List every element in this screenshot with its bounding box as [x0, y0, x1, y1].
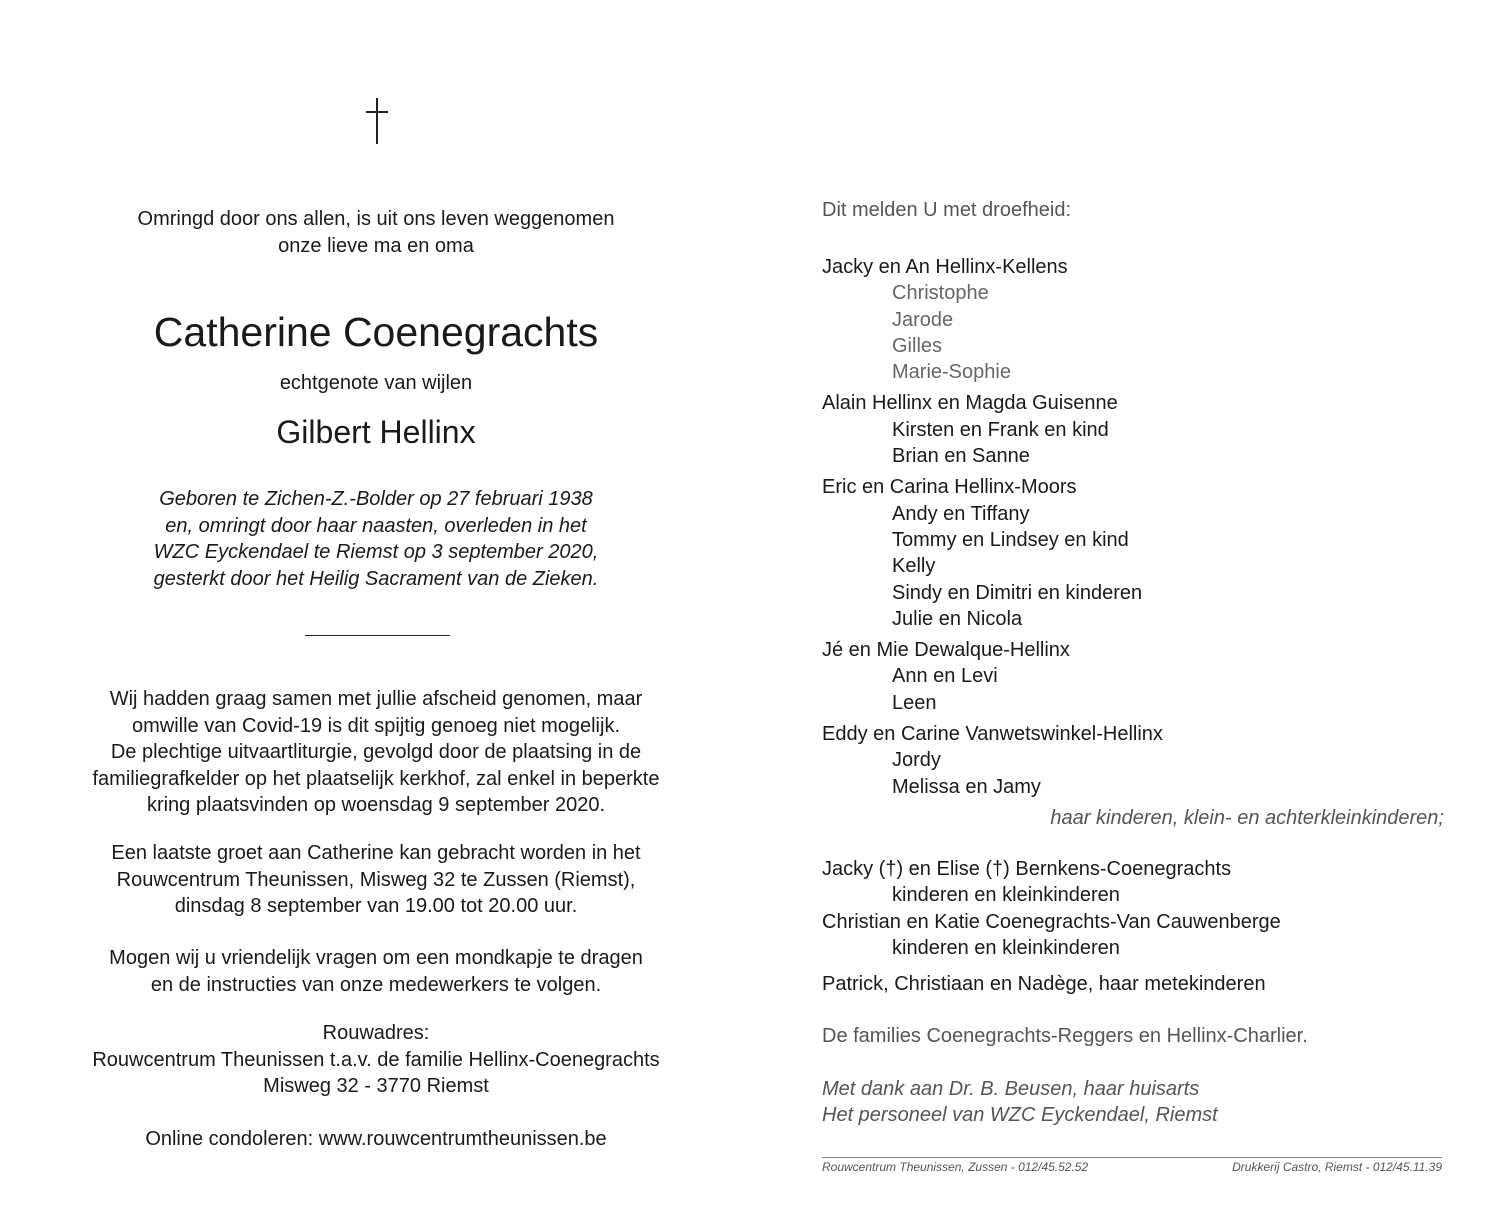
greeting-line: Een laatste groet aan Catherine kan gebracht worden in het — [111, 842, 641, 864]
relative-head: Jacky (†) en Elise (†) Bernkens-Coenegrachts — [822, 858, 1232, 880]
family-head: Eric en Carina Hellinx-Moors — [822, 476, 1077, 499]
thanks-line: Met dank aan Dr. B. Beusen, haar huisarts — [822, 1078, 1200, 1100]
online-condolence: Online condoleren: www.rouwcentrumtheunissen.be — [145, 1128, 607, 1150]
relative-head: Christian en Katie Coenegrachts-Van Cauwenberge — [822, 910, 1281, 933]
thanks-text — [822, 1076, 1218, 1129]
address-line: Rouwadres: — [322, 1022, 430, 1044]
family-child: Ann en Levi — [892, 665, 998, 688]
address-text — [66, 1020, 686, 1100]
family-head: Jacky en An Hellinx-Kellens — [822, 256, 1068, 278]
spouse-name: Gilbert Hellinx — [276, 414, 476, 450]
family-child: Andy en Tiffany — [892, 502, 1030, 525]
family-child: Gilles — [892, 334, 943, 357]
family-child: Kelly — [892, 555, 936, 578]
footer-funeral-home: Rouwcentrum Theunissen, Zussen - 012/45.52.52 — [822, 1160, 1089, 1174]
intro-line: onze lieve ma en oma — [278, 234, 474, 257]
funeral-line: familiegrafkelder op het plaatselijk kerkhof, zal enkel in beperkte — [92, 767, 660, 790]
relative-child: kinderen en kleinkinderen — [892, 884, 1120, 907]
family-child: Melissa en Jamy — [892, 775, 1041, 798]
funeral-line: De plechtige uitvaartliturgie, gevolgd door de plaatsing in de — [110, 741, 642, 763]
family-list — [822, 254, 1444, 805]
family-child: Julie en Nicola — [892, 607, 1023, 630]
funeral-line: Wij hadden graag samen met jullie afscheid genomen, maar — [109, 688, 643, 710]
family-group — [822, 721, 1444, 800]
announce-text: Dit melden U met droefheid: — [822, 199, 1072, 221]
family-head: Eddy en Carine Vanwetswinkel-Hellinx — [822, 723, 1163, 746]
family-head: Alain Hellinx en Magda Guisenne — [822, 392, 1118, 415]
godchildren-line: Patrick, Christiaan en Nadège, haar metekinderen — [822, 973, 1266, 995]
footer-printer: Drukkerij Castro, Riemst - 012/45.11.39 — [1232, 1160, 1442, 1174]
deceased-name: Catherine Coenegrachts — [153, 309, 599, 355]
birth-line: en, omringt door haar naasten, overleden in het — [165, 514, 587, 537]
family-child: Leen — [892, 691, 937, 714]
families-line: De families Coenegrachts-Reggers en Hellinx-Charlier. — [822, 1025, 1308, 1047]
birth-death-text — [66, 486, 686, 592]
family-child: Tommy en Lindsey en kind — [892, 528, 1129, 551]
children-summary: haar kinderen, klein- en achterkleinkinderen; — [1050, 807, 1444, 829]
intro-text — [66, 206, 686, 259]
family-head: Jé en Mie Dewalque-Hellinx — [822, 639, 1070, 662]
funeral-line: omwille van Covid-19 is dit spijtig genoeg niet mogelijk. — [131, 714, 621, 737]
family-child: Kirsten en Frank en kind — [892, 418, 1109, 441]
family-child: Brian en Sanne — [892, 445, 1030, 468]
greeting-line: Rouwcentrum Theunissen, Misweg 32 te Zussen (Riemst), — [116, 868, 636, 891]
funeral-line: kring plaatsvinden op woensdag 9 september 2020. — [146, 794, 606, 816]
mask-line: Mogen wij u vriendelijk vragen om een mondkapje te dragen — [109, 947, 643, 969]
family-child: Sindy en Dimitri en kinderen — [892, 581, 1143, 604]
birth-line: gesterkt door het Heilig Sacrament van de Zieken. — [153, 567, 599, 590]
funeral-text — [66, 686, 686, 819]
greeting-line: dinsdag 8 september van 19.00 tot 20.00 uur. — [174, 895, 578, 917]
family-group — [822, 390, 1444, 469]
mask-text — [66, 945, 686, 998]
thanks-line: Het personeel van WZC Eyckendael, Riemst — [822, 1104, 1218, 1127]
family-child: Jordy — [892, 749, 941, 772]
family-group — [822, 254, 1444, 385]
family-group — [822, 637, 1444, 716]
greeting-text — [66, 840, 686, 920]
address-line: Misweg 32 - 3770 Riemst — [263, 1075, 489, 1097]
birth-line: WZC Eyckendael te Riemst op 3 september 2020, — [153, 541, 599, 563]
family-child: Marie-Sophie — [892, 361, 1011, 384]
family-child: Jarode — [892, 308, 954, 331]
address-line: Rouwcentrum Theunissen t.a.v. de familie Hellinx-Coenegrachts — [92, 1048, 660, 1071]
spouse-label: echtgenote van wijlen — [279, 372, 473, 394]
intro-line: Omringd door ons allen, is uit ons leven weggenomen — [137, 208, 615, 230]
separator-line — [305, 635, 450, 636]
cross-icon — [376, 98, 378, 144]
birth-line: Geboren te Zichen-Z.-Bolder op 27 februari 1938 — [159, 488, 593, 510]
relative-child: kinderen en kleinkinderen — [892, 936, 1120, 959]
relatives-list — [822, 856, 1444, 961]
footer-divider — [822, 1157, 1442, 1158]
mask-line: en de instructies van onze medewerkers te volgen. — [150, 973, 602, 996]
family-child: Christophe — [892, 282, 989, 305]
family-group — [822, 474, 1444, 632]
